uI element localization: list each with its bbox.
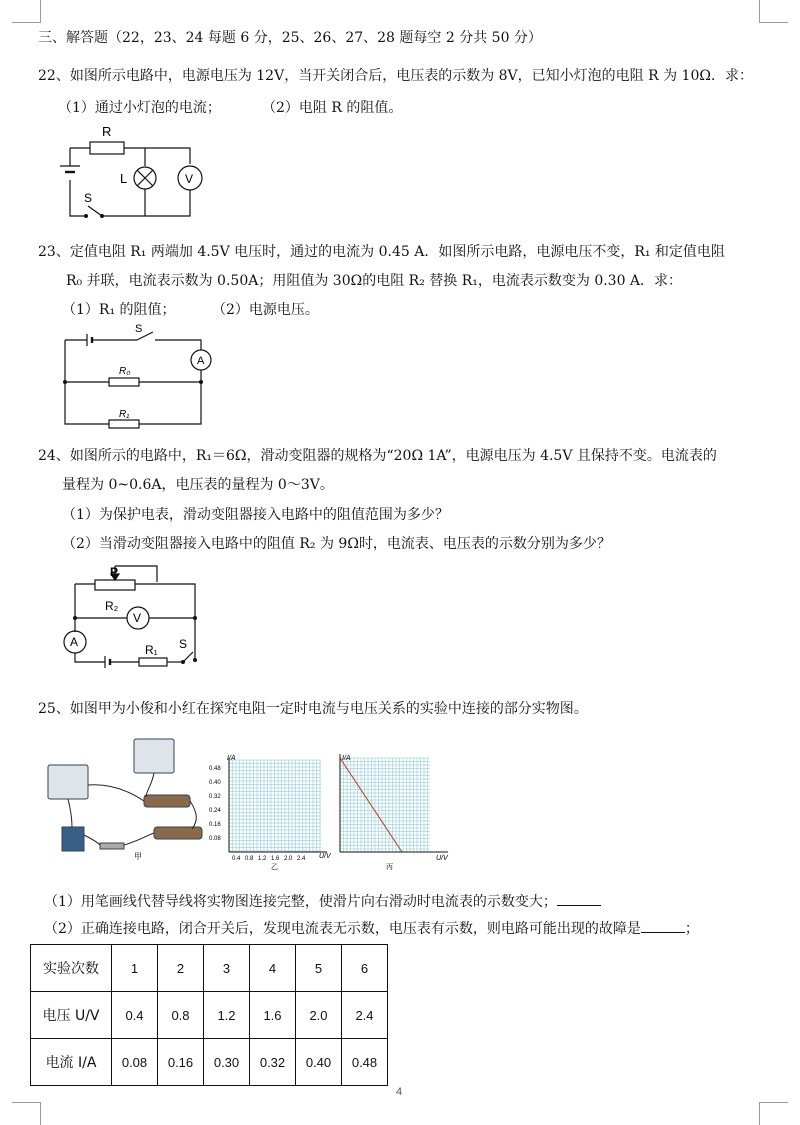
yi-xtick-5: 2.4	[297, 856, 306, 862]
q23-label-r0: R₀	[119, 366, 131, 377]
question-22-sub1: （1）通过小灯泡的电流；	[58, 100, 221, 116]
figure-yi-label: 乙	[271, 864, 278, 870]
bing-ylabel: I/A	[342, 755, 351, 762]
table-cell: 0.32	[250, 1039, 296, 1086]
q22-label-l: L	[120, 171, 128, 186]
table-row-trials	[31, 945, 388, 992]
question-25-sub2-text: （2）正确连接电路，闭合开关后，发现电流表无示数，电压表有示数，则电路可能出现的故障是	[44, 921, 641, 937]
yi-xtick-2: 1.2	[258, 856, 267, 862]
question-22-circuit	[50, 120, 230, 225]
question-25-sub1	[44, 891, 601, 912]
bing-xlabel: U/V	[436, 855, 448, 862]
crop-mark-top-right	[759, 0, 788, 23]
question-24-line2: 量程为 0~0.6A，电压表的量程为 0～3V。	[62, 477, 334, 493]
q24-label-p: P	[110, 565, 119, 579]
answer-blank-2[interactable]	[641, 918, 685, 933]
table-row-current	[31, 1039, 388, 1086]
table-cell: 3	[204, 945, 250, 992]
yi-ylabel: I/A	[227, 755, 236, 762]
question-24-sub1: （1）为保护电表，滑动变阻器接入电路中的阻值范围为多少？	[62, 507, 449, 523]
figure-jia-apparatus	[42, 735, 212, 863]
table-cell: 0.8	[158, 992, 204, 1039]
yi-xlabel: U/V	[319, 853, 331, 860]
yi-xtick-0: 0.4	[232, 856, 241, 862]
q24-label-s: S	[179, 637, 188, 651]
question-24-line1: 24、如图所示的电路中，R₁＝6Ω，滑动变阻器的规格为“20Ω 1A”，电源电压为 4.5V 且保持不变。电流表的	[38, 448, 717, 464]
table-cell: 5	[296, 945, 342, 992]
question-24-sub2: （2）当滑动变阻器接入电路中的阻值 R₂ 为 9Ω时，电流表、电压表的示数分别为多少？	[62, 536, 611, 552]
question-22-sub2: （2）电阻 R 的阻值。	[262, 100, 403, 116]
q23-label-s: S	[135, 323, 143, 335]
yi-ytick-0: 0.48	[209, 766, 221, 772]
figure-yi-grid	[207, 752, 335, 870]
table-row-voltage	[31, 992, 388, 1039]
question-23-circuit	[55, 322, 225, 430]
experiment-data-table	[30, 944, 388, 1086]
page-number: 4	[396, 1086, 403, 1098]
question-25-text: 25、如图甲为小俊和小红在探究电阻一定时电流与电压关系的实验中连接的部分实物图。	[38, 701, 588, 717]
question-25-sub2	[44, 918, 699, 939]
table-cell: 4	[250, 945, 296, 992]
table-cell: 1.6	[250, 992, 296, 1039]
table-cell: 2.0	[296, 992, 342, 1039]
crop-mark-bottom-left	[12, 1102, 41, 1125]
yi-xtick-1: 0.8	[245, 856, 254, 862]
answer-blank-1[interactable]	[557, 891, 601, 906]
question-22-text: 22、如图所示电路中，电源电压为 12V，当开关闭合后，电压表的示数为 8V，已知小灯泡的电阻 R 为 10Ω．求：	[38, 68, 753, 84]
q24-label-a: A	[70, 635, 79, 649]
table-cell: 2	[158, 945, 204, 992]
q22-label-v: V	[185, 172, 194, 186]
table-cell: 0.16	[158, 1039, 204, 1086]
q24-label-v: V	[133, 611, 142, 625]
table-header-voltage: 电压 U/V	[31, 992, 112, 1039]
yi-ytick-3: 0.24	[209, 808, 221, 814]
figure-jia-label: 甲	[134, 852, 142, 861]
crop-mark-bottom-right	[759, 1102, 788, 1125]
q24-label-r2: R₂	[105, 599, 119, 613]
q22-label-s: S	[84, 191, 93, 205]
yi-xtick-4: 2.0	[284, 856, 293, 862]
question-25-sub2-end: ；	[684, 921, 699, 937]
table-cell: 0.30	[204, 1039, 250, 1086]
question-23-sub2: （2）电源电压。	[212, 302, 319, 318]
q23-label-a: A	[197, 355, 205, 367]
table-cell: 0.4	[112, 992, 158, 1039]
q22-label-r: R	[102, 124, 112, 139]
yi-ytick-2: 0.32	[209, 794, 221, 800]
crop-mark-top-left	[12, 0, 41, 23]
figure-bing-graph	[330, 752, 458, 870]
table-cell: 0.08	[112, 1039, 158, 1086]
question-25-sub1-text: （1）用笔画线代替导线将实物图连接完整，使滑片向右滑动时电流表的示数变大；	[44, 894, 557, 910]
table-cell: 0.48	[342, 1039, 388, 1086]
yi-ytick-1: 0.40	[209, 780, 221, 786]
yi-ytick-5: 0.08	[209, 836, 221, 842]
question-24-circuit	[55, 560, 215, 680]
q23-label-r1: R₁	[119, 409, 130, 420]
table-cell: 6	[342, 945, 388, 992]
question-23-sub1: （1）R₁ 的阻值；	[62, 302, 176, 318]
table-cell: 1	[112, 945, 158, 992]
table-cell: 0.40	[296, 1039, 342, 1086]
yi-xtick-3: 1.6	[271, 856, 280, 862]
table-cell: 1.2	[204, 992, 250, 1039]
question-23-line2: R₀ 并联，电流表示数为 0.50A；用阻值为 30Ω的电阻 R₂ 替换 R₁，电流表示数变为 0.30 A．求：	[66, 273, 683, 289]
question-23-line1: 23、定值电阻 R₁ 两端加 4.5V 电压时，通过的电流为 0.45 A．如图所示电路，电源电压不变，R₁ 和定值电阻	[38, 244, 725, 260]
table-cell: 2.4	[342, 992, 388, 1039]
figure-bing-label: 丙	[386, 864, 393, 870]
table-header-trials: 实验次数	[31, 945, 112, 992]
section-title: 三、解答题（22，23、24 每题 6 分，25、26、27、28 题每空 2 分共 50 分）	[38, 30, 542, 46]
yi-ytick-4: 0.16	[209, 822, 221, 828]
q24-label-r1: R₁	[145, 643, 158, 657]
table-header-current: 电流 I/A	[31, 1039, 112, 1086]
